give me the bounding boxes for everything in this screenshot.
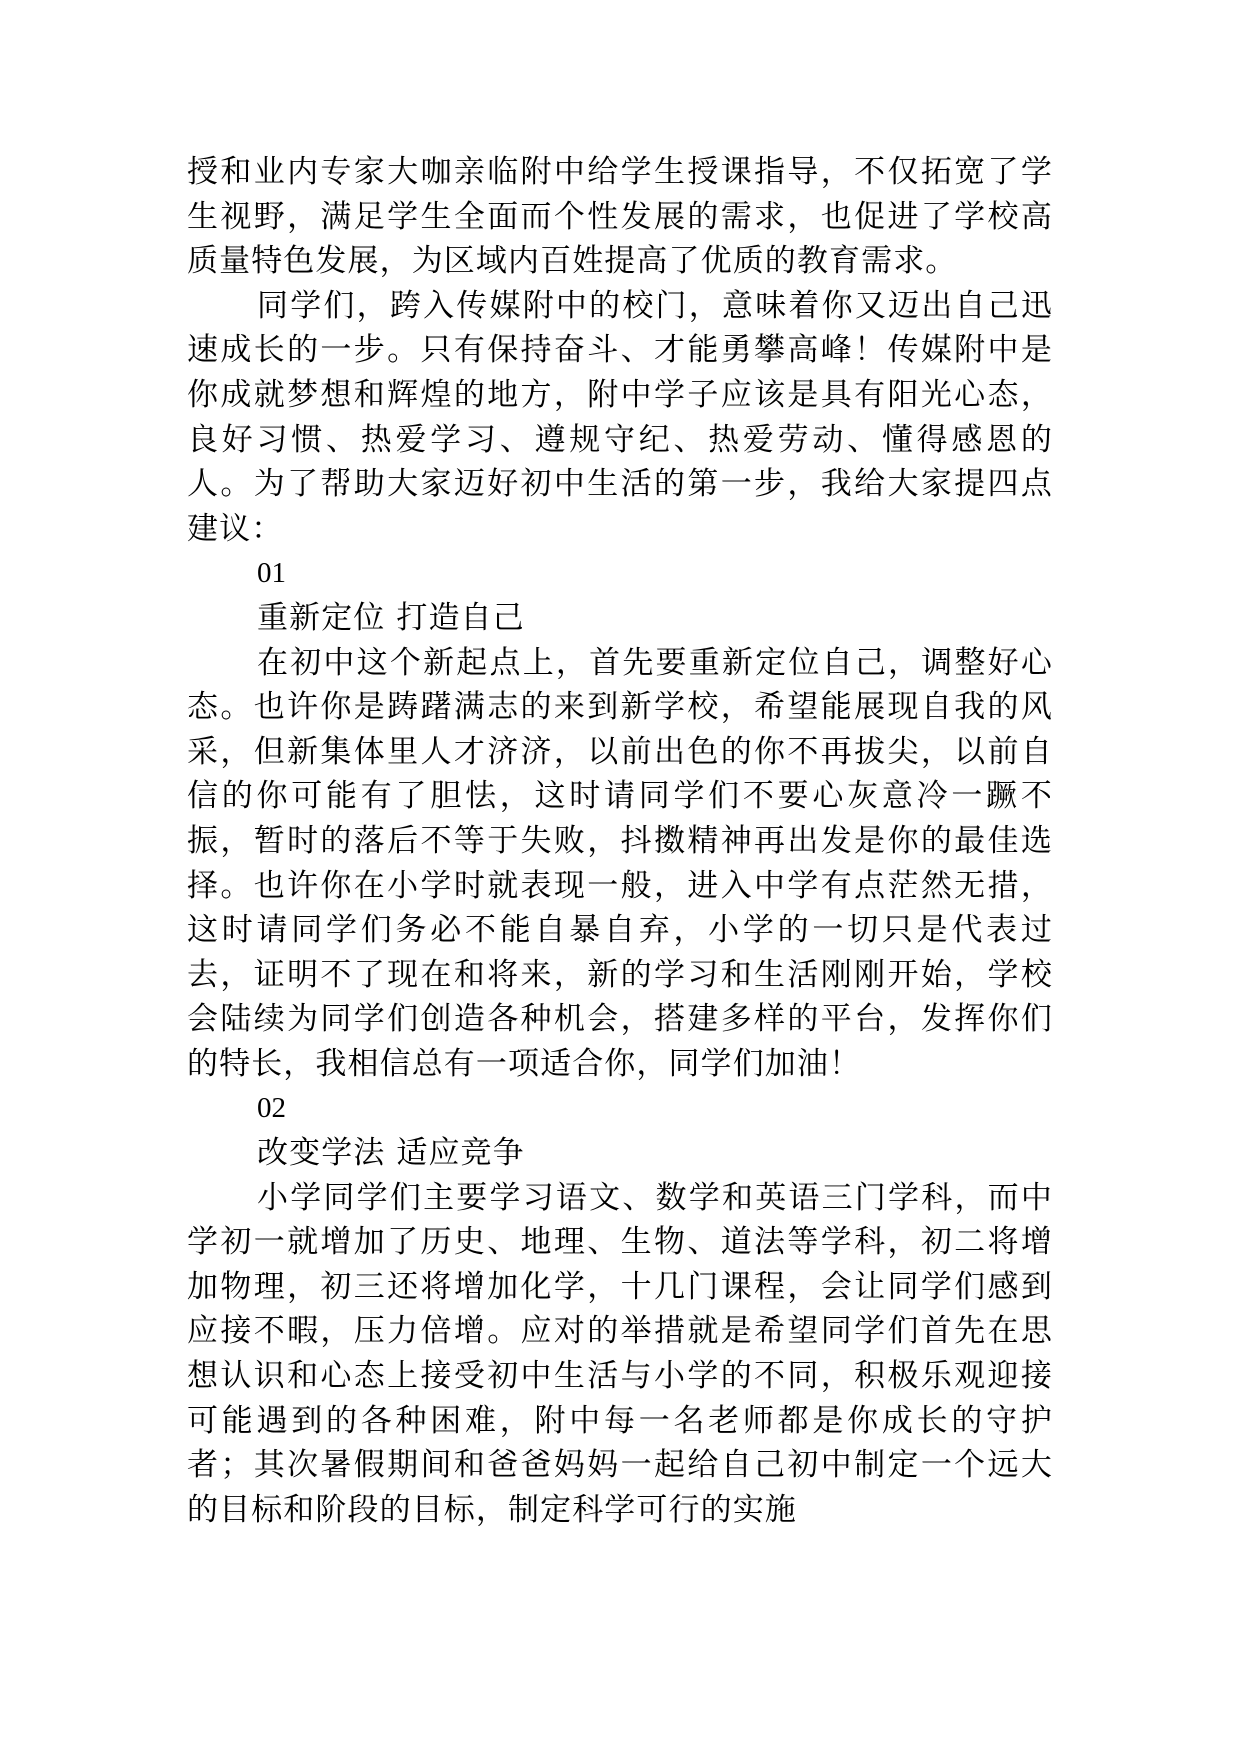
- paragraph-continuation: 授和业内专家大咖亲临附中给学生授课指导，不仅拓宽了学生视野，满足学生全面而个性发展的需求，也促进了学校高质量特色发展，为区域内百姓提高了优质的教育需求。: [187, 154, 1053, 280]
- paragraph-section-1: 在初中这个新起点上，首先要重新定位自己，调整好心态。也许你是踌躇满志的来到新学校，希望能展现自我的风采，但新集体里人才济济，以前出色的你不再拔尖，以前自信的你可能有了胆怯，这时请同学们不要心灰意冷一蹶不振，暂时的落后不等于失败，抖擞精神再出发是你的最佳选择。也许你在小学时就表现一般，进入中学有点茫然无措，这时请同学们务必不能自暴自弃，小学的一切只是代表过去，证明不了现在和将来，新的学习和生活刚刚开始，学校会陆续为同学们创造各种机会，搭建多样的平台，发挥你们的特长，我相信总有一项适合你，同学们加油！: [187, 644, 1053, 1082]
- document-page: [187, 150, 1053, 1532]
- section-heading-2: 改变学法 适应竞争: [257, 1135, 525, 1172]
- section-number-01: 01: [257, 557, 286, 590]
- paragraph-intro: 同学们，跨入传媒附中的校门，意味着你又迈出自己迅速成长的一步。只有保持奋斗、才能勇攀高峰！传媒附中是你成就梦想和辉煌的地方，附中学子应该是具有阳光心态，良好习惯、热爱学习、遵规守纪、热爱劳动、懂得感恩的人。为了帮助大家迈好初中生活的第一步，我给大家提四点建议：: [187, 287, 1053, 547]
- paragraph-section-2: 小学同学们主要学习语文、数学和英语三门学科，而中学初一就增加了历史、地理、生物、道法等学科，初二将增加物理，初三还将增加化学，十几门课程，会让同学们感到应接不暇，压力倍增。应对的举措就是希望同学们首先在思想认识和心态上接受初中生活与小学的不同，积极乐观迎接可能遇到的各种困难，附中每一名老师都是你成长的守护者；其次暑假期间和爸爸妈妈一起给自己初中制定一个远大的目标和阶段的目标，制定科学可行的实施: [187, 1179, 1053, 1528]
- section-heading-1: 重新定位 打造自己: [257, 599, 525, 636]
- section-number-02: 02: [257, 1092, 286, 1125]
